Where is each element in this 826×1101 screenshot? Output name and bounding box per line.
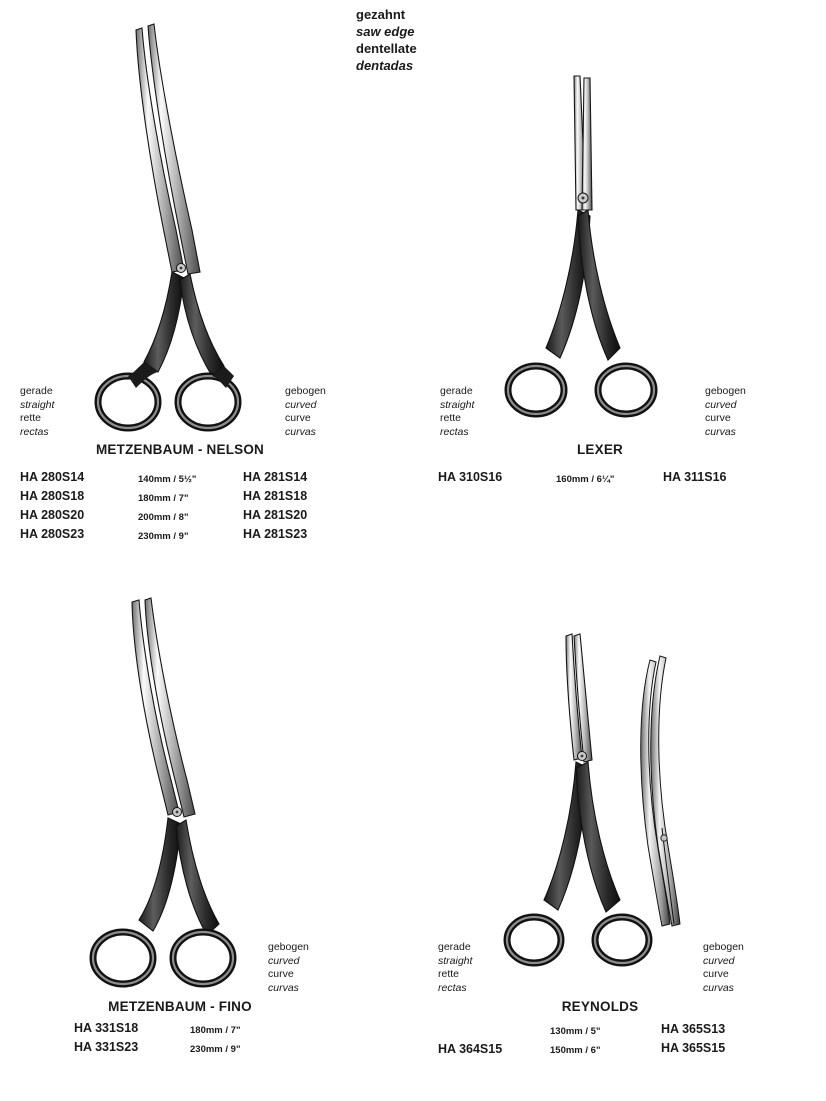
note-line-en: saw edge [356,24,415,39]
product-code: HA 280S20 [20,508,85,522]
label-it: rette [440,412,462,424]
label-en: curved [705,398,737,411]
label-en: straight [20,398,55,411]
label-it: curve [703,968,729,980]
product-code: HA 331S23 [74,1040,139,1054]
label-curved-metzenbaum-nelson [285,385,326,439]
label-es: rectas [440,425,469,438]
label-de: gerade [438,941,471,953]
product-code: HA 331S18 [74,1021,139,1035]
scissors-illustration-metzenbaum-nelson [80,10,300,450]
label-curved-metzenbaum-fino [268,941,309,995]
product-code: HA 281S20 [243,508,308,522]
label-it: rette [438,968,460,980]
label-de: gebogen [268,941,309,953]
product-size: 180mm / 7" [138,493,189,504]
product-code: HA 281S14 [243,470,308,484]
product-title-metzenbaum-nelson: METZENBAUM - NELSON [95,442,265,457]
label-curved-reynolds [703,941,744,995]
product-code: HA 280S18 [20,489,85,503]
product-size: 200mm / 8" [138,512,189,523]
product-title-metzenbaum-fino: METZENBAUM - FINO [108,999,252,1014]
product-code: HA 281S18 [243,489,308,503]
saw-edge-note [356,6,417,74]
product-code: HA 365S13 [661,1022,726,1036]
label-es: curvas [703,981,734,994]
product-code: HA 280S23 [20,527,85,541]
label-it: curve [268,968,294,980]
codes-curved-lexer [663,468,726,487]
product-code: HA 365S15 [661,1041,726,1055]
sizes-reynolds [550,1022,600,1060]
product-size: 150mm / 6" [550,1045,601,1056]
label-straight-reynolds [438,941,472,995]
label-curved-lexer [705,385,746,439]
product-size: 180mm / 7" [190,1025,241,1036]
scissors-illustration-metzenbaum-fino [75,590,295,990]
label-de: gebogen [285,385,326,397]
codes-straight-reynolds [438,1040,502,1059]
label-it: rette [20,412,42,424]
label-it: curve [705,412,731,424]
label-de: gebogen [703,941,744,953]
label-de: gerade [440,385,473,397]
label-de: gerade [20,385,53,397]
codes-curved-metzenbaum-nelson [243,468,307,544]
product-size: 160mm / 6¼" [556,474,615,485]
sizes-metzenbaum-fino [190,1021,240,1059]
label-es: curvas [705,425,736,438]
label-en: curved [703,954,735,967]
product-code: HA 281S23 [243,527,308,541]
product-code: HA 280S14 [20,470,85,484]
scissors-illustration-reynolds-curved-detail [640,648,710,948]
product-code: HA 311S16 [663,470,727,484]
label-straight-lexer [440,385,474,439]
product-title-reynolds: REYNOLDS [561,999,639,1014]
product-code: HA 310S16 [438,470,503,484]
product-code: HA 364S15 [438,1042,503,1056]
codes-straight-metzenbaum-nelson [20,468,84,544]
label-es: curvas [285,425,316,438]
scissors-illustration-lexer [500,70,690,450]
note-line-it: dentellate [356,41,417,56]
label-it: curve [285,412,311,424]
label-es: curvas [268,981,299,994]
product-size: 230mm / 9" [190,1044,241,1055]
codes-straight-metzenbaum-fino [74,1019,138,1057]
codes-curved-reynolds [661,1020,725,1058]
label-es: rectas [20,425,49,438]
label-en: straight [438,954,473,967]
label-en: straight [440,398,475,411]
label-straight-metzenbaum-nelson [20,385,54,439]
product-size: 140mm / 5½" [138,474,197,485]
note-line-es: dentadas [356,58,414,73]
label-en: curved [268,954,300,967]
label-es: rectas [438,981,467,994]
product-size: 130mm / 5" [550,1026,601,1037]
label-de: gebogen [705,385,746,397]
note-line-de: gezahnt [356,7,406,22]
label-en: curved [285,398,317,411]
product-title-lexer: LEXER [576,442,623,457]
codes-straight-lexer [438,468,502,487]
product-size: 230mm / 9" [138,531,189,542]
sizes-metzenbaum-nelson [138,470,196,546]
sizes-lexer [556,470,614,489]
